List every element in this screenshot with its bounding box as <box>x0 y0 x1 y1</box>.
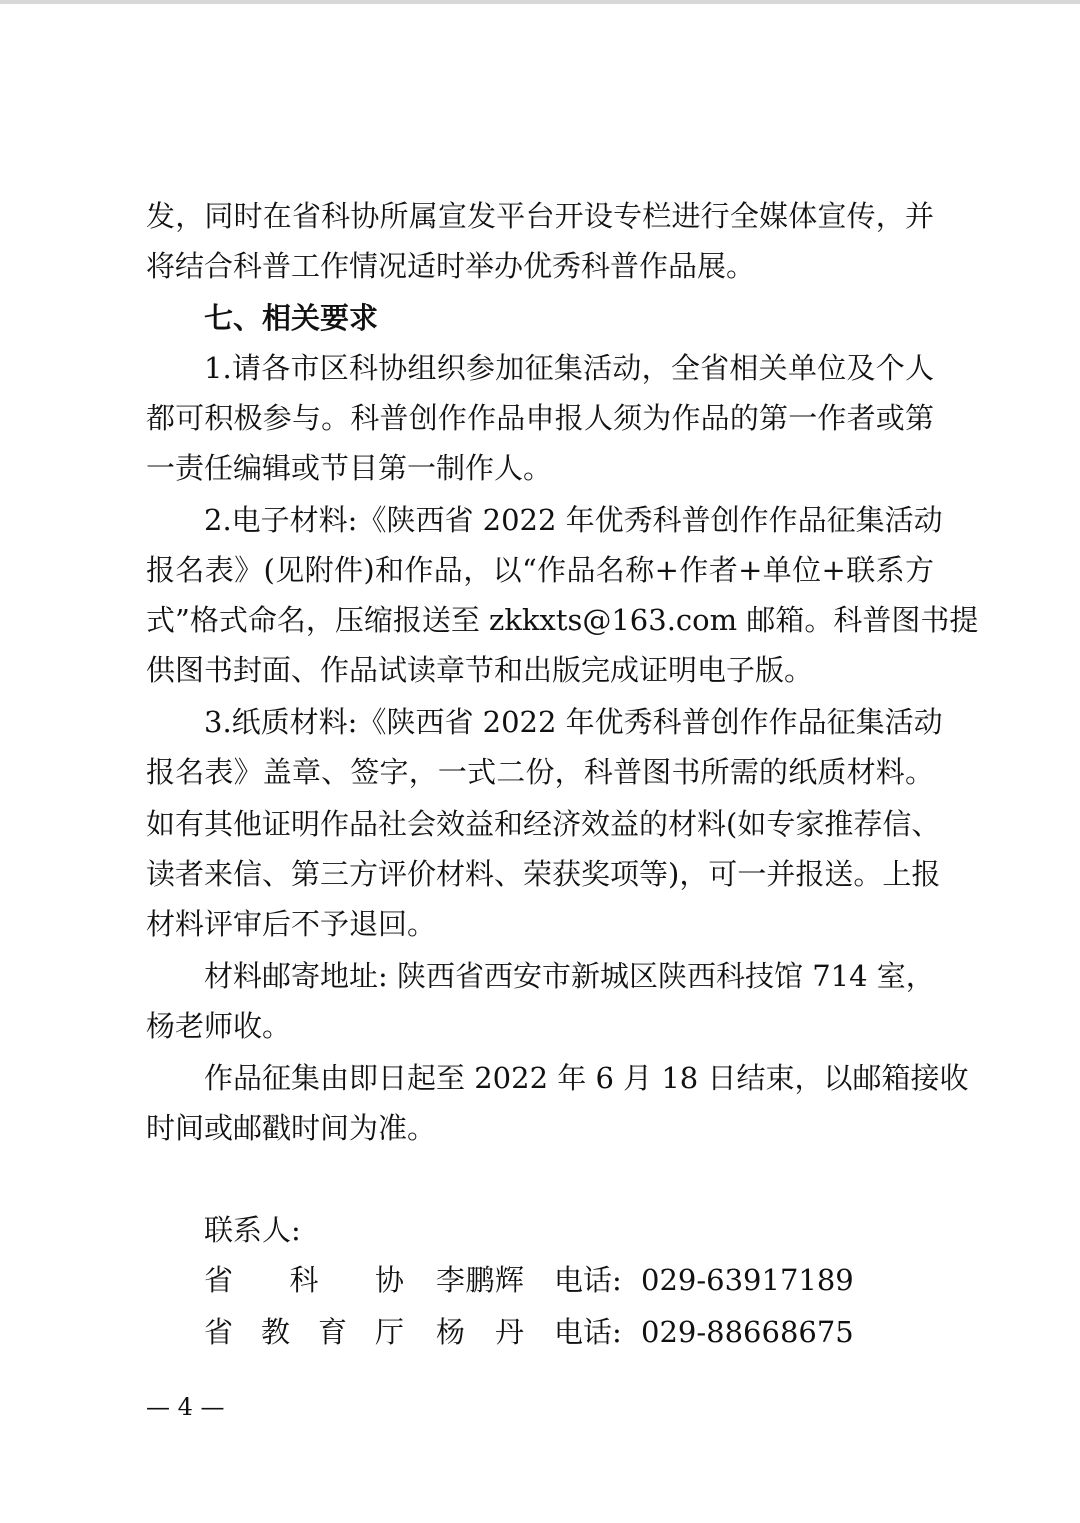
paragraph-line: 读者来信、第三方评价材料、荣获奖项等)，可一并报送。上报 <box>146 857 941 891</box>
contact-organization-char: 厅 <box>374 1315 404 1349</box>
contact-organization-char: 教 <box>260 1315 290 1349</box>
contact-organization-char: 育 <box>317 1315 347 1349</box>
paragraph-line: 材料评审后不予退回。 <box>146 907 437 941</box>
contact-organization-char: 协 <box>374 1263 404 1297</box>
paragraph-line: 式”格式命名，压缩报送至 zkkxts@163.com 邮箱。科普图书提 <box>146 603 979 637</box>
paragraph-line: 1.请各市区科协组织参加征集活动，全省相关单位及个人 <box>204 351 934 385</box>
paragraph-line: 供图书封面、作品试读章节和出版完成证明电子版。 <box>146 653 814 687</box>
paragraph-line: 发，同时在省科协所属宣发平台开设专栏进行全媒体宣传，并 <box>146 199 934 233</box>
contact-person-char: 李 <box>436 1263 466 1297</box>
contact-organization-char: 省 <box>204 1263 234 1297</box>
paragraph-line: 时间或邮戳时间为准。 <box>146 1111 437 1145</box>
contact-label: 联系人: <box>204 1213 301 1247</box>
contact-phone <box>554 1312 854 1352</box>
paragraph-line: 如有其他证明作品社会效益和经济效益的材料(如专家推荐信、 <box>146 807 941 841</box>
contact-organization-char: 省 <box>204 1315 234 1349</box>
phone-label: 电话: <box>554 1263 622 1297</box>
paragraph-line: 报名表》盖章、签字，一式二份，科普图书所需的纸质材料。 <box>146 755 934 789</box>
contact-person-name <box>436 1260 524 1300</box>
contact-person-char: 鹏 <box>465 1263 495 1297</box>
contact-organization-char: 科 <box>289 1263 319 1297</box>
page-number: — 4 — <box>146 1393 225 1421</box>
paragraph-line: 2.电子材料:《陕西省 2022 年优秀科普创作作品征集活动 <box>204 503 943 537</box>
contact-phone <box>554 1260 854 1300</box>
paragraph-line: 材料邮寄地址: 陕西省西安市新城区陕西科技馆 714 室， <box>204 959 935 993</box>
top-border-strip <box>0 0 1080 4</box>
phone-number: 029-88668675 <box>641 1315 854 1349</box>
contact-person-name <box>436 1312 524 1352</box>
contact-organization <box>204 1312 404 1352</box>
paragraph-line: 3.纸质材料:《陕西省 2022 年优秀科普创作作品征集活动 <box>204 705 943 739</box>
contact-organization <box>204 1260 404 1300</box>
contact-person-char: 辉 <box>494 1263 524 1297</box>
phone-number: 029-63917189 <box>641 1263 854 1297</box>
section-heading: 七、相关要求 <box>204 301 379 335</box>
paragraph-line: 将结合科普工作情况适时举办优秀科普作品展。 <box>146 249 756 283</box>
contact-person-char: 丹 <box>494 1315 524 1349</box>
paragraph-line: 都可积极参与。科普创作作品申报人须为作品的第一作者或第 <box>146 401 934 435</box>
paragraph-line: 一责任编辑或节目第一制作人。 <box>146 451 553 485</box>
phone-label: 电话: <box>554 1315 622 1349</box>
paragraph-line: 作品征集由即日起至 2022 年 6 月 18 日结束，以邮箱接收 <box>204 1061 969 1095</box>
paragraph-line: 报名表》(见附件)和作品，以“作品名称+作者+单位+联系方 <box>146 553 934 587</box>
paragraph-line: 杨老师收。 <box>146 1009 292 1043</box>
contact-person-char: 杨 <box>436 1315 466 1349</box>
